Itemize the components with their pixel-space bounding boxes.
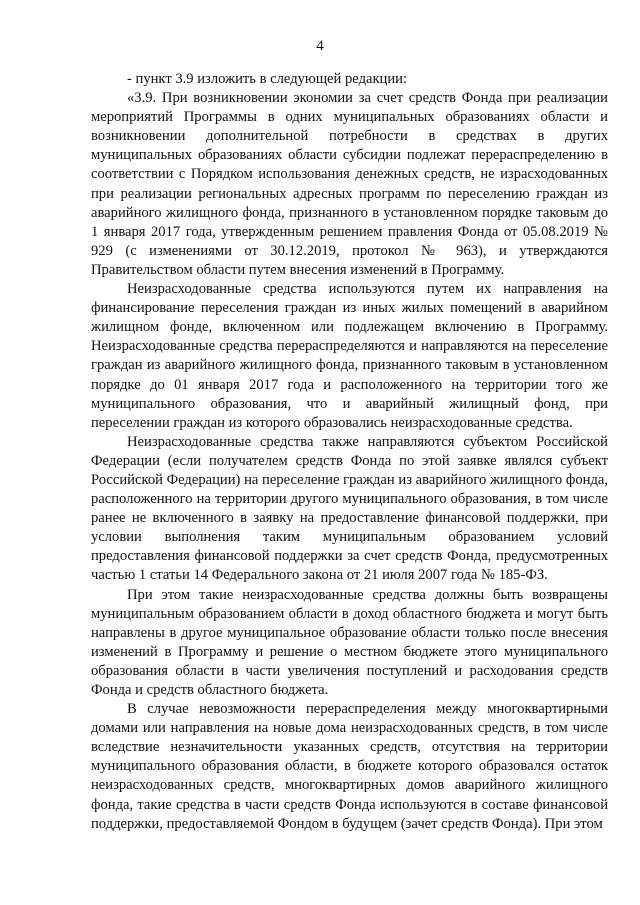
page-number: 4 xyxy=(316,38,324,54)
paragraph-unused-funds: Неизрасходованные средства используются путем их направления на финансирование переселения граждан из иных жилых помещений в аварийном жилищном фонде, включенном или подлежащем включению в Программу. Неизрасходованные средства перераспределяются и направляются на переселение граждан из аварийного жилищного фонда, признанного таковым в установленном порядке до 01 января 2017 года и расположенного на территории того же муниципального образования, что и аварийный жилищный фонд, при переселении граждан из которого образовались неизрасходованные средства. xyxy=(91,281,608,431)
document-body xyxy=(91,70,608,834)
paragraph-offset-funds: В случае невозможности перераспределения между многоквартирными домами или направления на новые дома неизрасходованных средств, в том числе вследствие незначительности указанных средств, отсутствия на территории муниципального образования области, в бюджете которого образовался остаток неизрасходованных средств, многоквартирных домов аварийного жилищного фонда, такие средства в части средств Фонда используются в составе финансовой поддержки, предоставляемой Фондом в будущем (зачет средств Фонда). При этом xyxy=(91,701,608,832)
paragraph-federal-subject: Неизрасходованные средства также направляются субъектом Российской Федерации (если получателем средств Фонда по этой заявке являлся субъект Российской Федерации) на переселение граждан из аварийного жилищного фонда, расположенного на территории другого муниципального образования, в том числе ранее не включенного в заявку на предоставление финансовой поддержки, при условии выполнения таким муниципальным образованием условий предоставления финансовой поддержки за счет средств Фонда, предусмотренных частью 1 статьи 14 Федерального закона от 21 июля 2007 года № 185-ФЗ. xyxy=(91,433,608,584)
paragraph-item-intro: - пункт 3.9 изложить в следующей редакции: xyxy=(127,71,408,87)
paragraph-return-funds: При этом такие неизрасходованные средства должны быть возвращены муниципальным образованием области в доход областного бюджета и могут быть направлены в другое муниципальное образование области только после внесения изменений в Программу и решение о местном бюджете этого муниципального образования области в части увеличения поступлений и расходования средств Фонда и средств областного бюджета. xyxy=(91,586,608,698)
paragraph-clause-3-9: «3.9. При возникновении экономии за счет средств Фонда при реализации мероприятий Программы в одних муниципальных образованиях области и возникновении дополнительной потребности в средствах в других муниципальных образованиях области субсидии подлежат перераспределению в соответствии с Порядком использования денежных средств, не израсходованных при реализации региональных адресных программ по переселению граждан из аварийного жилищного фонда, признанного в установленном порядке таковым до 1 января 2017 года, утвержденным решением правления Фонда от 05.08.2019 № 929 (с изменениями от 30.12.2019, протокол № 963), и утверждаются Правительством области путем внесения изменений в Программу. xyxy=(91,90,608,278)
